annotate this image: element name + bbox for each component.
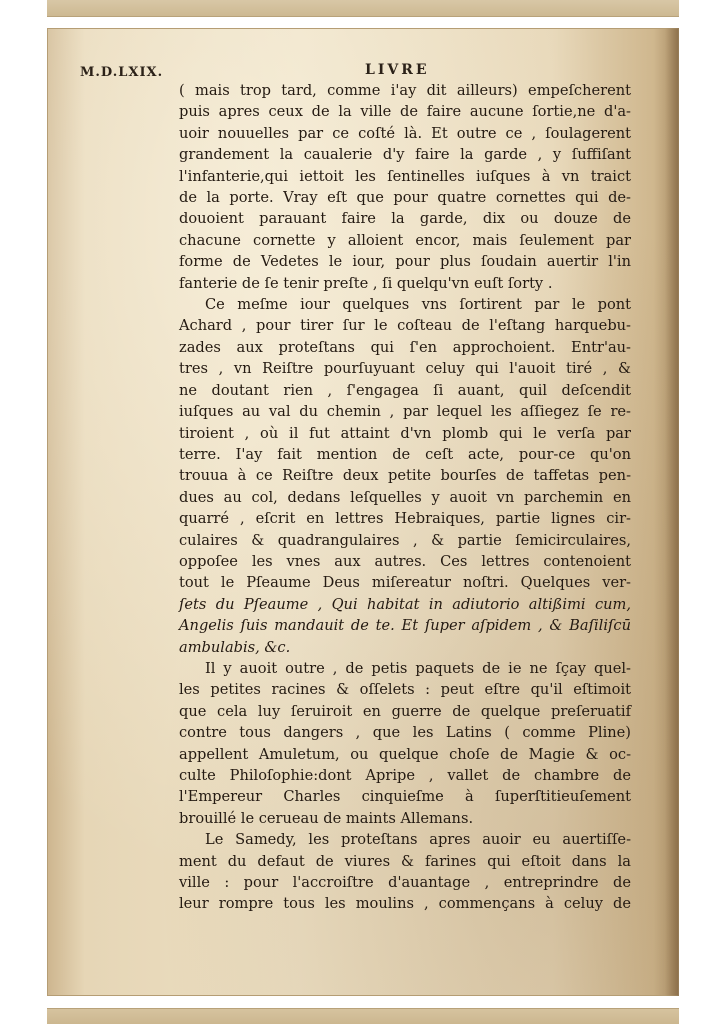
body-text	[179, 80, 631, 915]
paragraph-2	[179, 294, 631, 658]
text-line: que cela luy ſeruiroit en guerre de quelque preſeruatif	[179, 702, 631, 720]
paragraph-1	[179, 80, 631, 294]
running-year: M.D.LXIX.	[80, 65, 164, 80]
text-line: chacune cornette y alloient encor, mais ſeulement par	[179, 231, 631, 249]
previous-page-edge	[47, 0, 679, 17]
text-line: puis apres ceux de la ville de faire aucune ſortie,ne d'a-	[179, 103, 631, 121]
text-line: culaires & quadrangulaires , & partie ſemicirculaires,	[179, 531, 631, 549]
text-line: trouua à ce Reiſtre deux petite bourſes de taffetas pen-	[179, 467, 631, 485]
text-line: leur rompre tous les moulins , commençans à celuy de	[179, 895, 631, 913]
running-title: LIVRE	[365, 62, 430, 78]
text-line: quarré , eſcrit en lettres Hebraiques, partie lignes cir-	[179, 510, 631, 528]
text-line: tout le Pſeaume Deus miſereatur noſtri. Quelques ver-	[179, 574, 631, 592]
text-line: oppoſee les vnes aux autres. Ces lettres contenoient	[179, 552, 631, 570]
text-line: Ce meſme iour quelques vns ſortirent par le pont	[205, 296, 631, 314]
text-line: Achard , pour tirer ſur le coſteau de l'eſtang harquebu-	[179, 317, 631, 335]
text-line: ment du defaut de viures & farines qui eſtoit dans la	[179, 852, 631, 870]
text-line: tres , vn Reiſtre pourſuyuant celuy qui l'auoit tiré , &	[179, 360, 631, 378]
text-line-italic: Angelis ſuis mandauit de te. Et ſuper aſpidem , & Baſiliſcū	[179, 617, 631, 635]
text-line: culte Philoſophie:dont Apripe , vallet de chambre de	[179, 767, 631, 784]
text-line: terre. I'ay fait mention de ceſt acte, pour-ce qu'on	[179, 445, 631, 463]
text-line: zades aux proteſtans qui ſ'en approchoient. Entr'au-	[179, 338, 631, 356]
text-line: dues au col, dedans leſquelles y auoit vn parchemin en	[179, 488, 631, 506]
book-page	[47, 28, 679, 996]
text-line-italic: ſets du Pſeaume , Qui habitat in adiutorio altißimi cum,	[179, 595, 631, 613]
next-page-edge	[47, 1008, 679, 1024]
text-line: iuſques au val du chemin , par lequel les aſſiegez ſe re-	[179, 403, 631, 421]
text-line: fanterie de ſe tenir preſte , ſi quelqu'vn euſt ſorty .	[179, 274, 553, 292]
text-line: uoir nouuelles par ce coſté là. Et outre ce , ſoulagerent	[179, 124, 631, 142]
text-line: ne doutant rien , ſ'engagea ſi auant, quil deſcendit	[179, 381, 631, 399]
paragraph-3	[179, 658, 631, 829]
text-line: l'infanterie,qui iettoit les ſentinelles iuſques à vn traict	[179, 167, 631, 185]
text-line: forme de Vedetes le iour, pour plus ſoudain auertir l'in	[179, 253, 631, 271]
text-line: douoient parauant faire la garde, dix ou douze de	[179, 210, 631, 228]
text-line: Le Samedy, les proteſtans apres auoir eu auertiſſe-	[205, 831, 631, 849]
text-line: de la porte. Vray eſt que pour quatre cornettes qui de-	[179, 189, 631, 207]
text-line: appellent Amuletum, ou quelque choſe de Magie & oc-	[179, 745, 631, 763]
text-line: grandement la caualerie d'y faire la garde , y ſuffiſant	[179, 146, 631, 164]
text-line: les petites racines & oſſelets : peut eſtre qu'il eſtimoit	[179, 681, 631, 699]
text-line: Il y auoit outre , de petis paquets de ie ne ſçay quel-	[205, 659, 631, 677]
text-line: ( mais trop tard, comme i'ay dit ailleurs) empeſcherent	[179, 82, 631, 99]
text-line: ville : pour l'accroiſtre d'auantage , entreprindre de	[179, 874, 631, 892]
text-line-italic: ambulabis, &c.	[179, 638, 291, 656]
text-line: l'Empereur Charles cinquieſme à ſuperſtitieuſement	[179, 788, 631, 806]
text-line: brouillé le cerueau de maints Allemans.	[179, 809, 474, 827]
text-line: contre tous dangers , que les Latins ( comme Pline)	[179, 724, 631, 742]
paragraph-4	[179, 829, 631, 915]
text-line: tiroient , où il fut attaint d'vn plomb qui le verſa par	[179, 424, 631, 442]
